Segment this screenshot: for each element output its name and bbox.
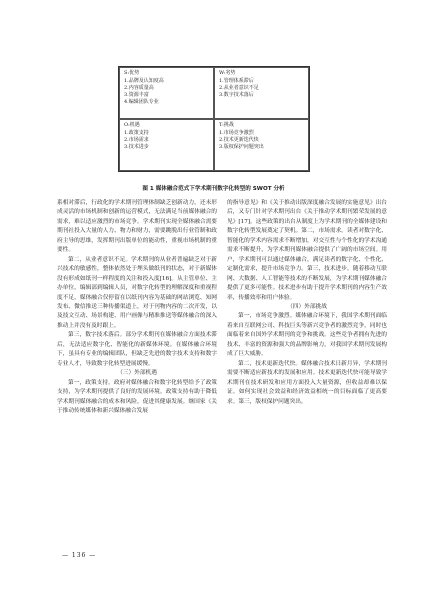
strength-item: 4.编辑团队专业 xyxy=(124,99,159,105)
threat-item: 1.市场竞争激烈 xyxy=(219,130,254,136)
figure-caption: 图 1 媒体融合范式下学术期刊数字化转型的 SWOT 分析 xyxy=(142,186,285,192)
paragraph: 第一，政策支持。政府对媒体融合和数字化转型给予了政策支持，为学术期刊提供了良好的发展环境。政策支持有助于降低学术期刊媒体融合的成本和风险，促进其健康发展。继国家《关于推动传统媒体和新兴媒体融合发展 xyxy=(57,379,217,414)
weakness-item: 3.数字技术落后 xyxy=(219,92,254,98)
paragraph: 第二，从业者意识不足。学术期刊的从业者普遍缺乏对于新兴技术的敏感性，整体依然处于埋头做纸刊的状态，对于新媒体没有形成如纸刊一样程度的关注和投入度[16]。从主管单位、主办单位，编辑部到编辑人员，对数字化转型的理解深度和重视程度不足，媒体融合仅停留在以纸刊内容为基础的网站浏览、知网发布、微信推送三种传播渠道上，对于刊物内容的二次开发，以及技文互动、场景构建、用户画像与精准推送等媒体融合的深入推动上并没有及时跟上。 xyxy=(57,256,217,329)
strength-item: 1.品牌及认知度高 xyxy=(124,78,164,84)
page-number: — 136 — xyxy=(62,552,97,559)
weaknesses-head: W:劣势 xyxy=(219,70,236,76)
opportunity-item: 1.政策支持 xyxy=(124,130,149,136)
paragraph: 第一，市场竞争激烈。媒体融合环境下，我国学术期刊面临着来自互联网公司、科技巨头等新兴竞争者的激烈竞争，同时也面临着来自国外学术期刊的竞争和挑战。这些竞争者拥有先进的技术、丰富的资源和强大的品牌影响力，对我国学术期刊发展构成了巨大威胁。 xyxy=(227,313,387,358)
left-column xyxy=(57,199,217,416)
paragraph: 第二，技术更新迭代快。媒体融合技术日新月异，学术期刊需要不断适应新技术的发展和应用。技术更新迭代快可能导致学术期刊在技术研发和应用方面投入大量资源，但收益却难以保证。如何实现社会效益和经济效益相统一的目标面临了更高要求。第三，版权保护问题突出。 xyxy=(227,360,387,405)
strength-item: 2.内容质量高 xyxy=(124,85,154,91)
opportunity-item: 2.市场需求 xyxy=(124,137,149,143)
weakness-item: 1.管理体系滞后 xyxy=(219,78,254,84)
paragraph: 系相对滞后，行政化的学术期刊管理体制缺乏创新动力，还未形成灵活的市场机制和创新的运营模式，无法满足当前媒体融合的需求，难以适应激烈的市场竞争。学术期刊实现全媒体融合需要期刊社投入大量的人力、物力和财力，需要跳脱出行业管制和政府主导的思维，发挥期刊出版单位的能动性，重视市场机制的重要性。 xyxy=(57,200,217,254)
swot-opportunities xyxy=(119,119,214,171)
threats-head: T:挑战 xyxy=(219,122,234,128)
strengths-head: S:优势 xyxy=(124,70,140,76)
section-heading: （四）外部挑战 xyxy=(287,303,327,310)
threat-item: 2.技术更新迭代快 xyxy=(219,137,259,143)
strength-item: 3.资源丰富 xyxy=(124,92,149,98)
paragraph: 第三，数字技术落后。部分学术期刊在媒体融合方面技术滞后，无法适应数字化、智能化的新媒体环境。在媒体融合环境下，虽具有专业的编辑团队，但缺乏先进的数字技术支持和数字专业人才，导致数字化转型进展缓慢。 xyxy=(57,332,217,367)
opportunity-item: 3.技术进步 xyxy=(124,144,149,150)
right-column xyxy=(227,199,387,407)
swot-table xyxy=(118,66,310,172)
swot-strengths xyxy=(119,67,214,119)
weakness-item: 2.从业者意识不足 xyxy=(219,85,259,91)
threat-item: 3.版权保护问题突出 xyxy=(219,144,264,150)
section-heading: （三）外部机遇 xyxy=(117,370,157,377)
swot-weaknesses xyxy=(214,67,309,119)
opportunities-head: O:机遇 xyxy=(124,122,140,128)
swot-threats xyxy=(214,119,309,171)
paragraph: 的指导意见》和《关于推动出版深度融合发展的实施意见》出台后，又专门针对学术期刊出台《关于推动学术期刊繁荣发展的意见》[17]。这些政策的出台从制度上为学术期刊的全媒体建设和数字化转型发展奠定了契机。第二，市场需求。读者对数字化、智能化的学术内容需求不断增加，对交互性与个性化的学术沟通需求不断提升，为学术期刊媒体融合提供了广阔的市场空间。用户，学术期刊可以通过媒体融合，满足读者的数字化、个性化、定制化需求，提升市场竞争力。第三，技术进步。随着移动互联网、大数据、人工智能等技术的不断发展，为学术期刊媒体融合提供了更多可能性。技术进步有助于提升学术期刊的内容生产效率，传播效率和用户体验。 xyxy=(227,200,387,301)
